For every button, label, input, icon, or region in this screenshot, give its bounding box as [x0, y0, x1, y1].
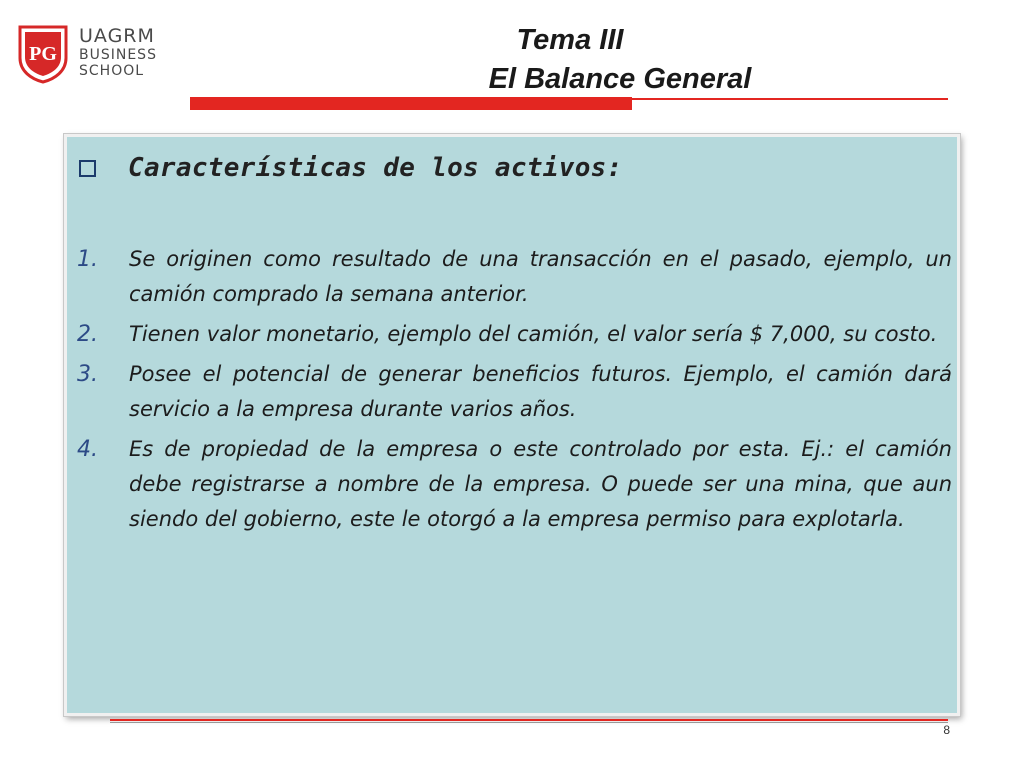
slide-title-line-2: El Balance General: [488, 63, 752, 95]
list-item: [77, 432, 952, 537]
uagrm-logo: [17, 24, 177, 88]
characteristics-list: [77, 242, 952, 542]
list-item-text: Posee el potencial de generar beneficios futuros. Ejemplo, el camión dará servicio a la empresa durante varios años.: [129, 362, 952, 421]
list-item-number: 3.: [77, 362, 98, 387]
logo-wordmark: [79, 26, 157, 79]
title-underline-thin: [632, 98, 948, 100]
list-item-text: Tienen valor monetario, ejemplo del camión, el valor sería $ 7,000, su costo.: [129, 322, 938, 346]
list-item-text: Es de propiedad de la empresa o este controlado por esta. Ej.: el camión debe registrarse a nombre de la empresa. O puede ser una mina, que aun siendo del gobierno, este le otorgó a la empresa permiso para explotarla.: [129, 437, 952, 531]
section-heading: Características de los activos:: [128, 153, 623, 183]
list-item: [77, 317, 952, 352]
page-number: 8: [943, 723, 950, 737]
list-item: [77, 357, 952, 427]
pg-shield-icon: [17, 24, 69, 84]
list-item-number: 2.: [77, 322, 98, 347]
logo-line-2: BUSINESS: [79, 47, 157, 63]
logo-line-3: SCHOOL: [79, 63, 145, 79]
list-item-number: 1.: [77, 247, 98, 272]
square-bullet-icon: [79, 160, 96, 177]
list-item-number: 4.: [77, 437, 98, 462]
footer-rule-grey: [110, 722, 948, 723]
slide-title-line-1: Tema III: [516, 24, 624, 56]
footer-rule-red: [110, 719, 948, 721]
logo-monogram: PG: [29, 43, 57, 65]
title-underline-thick: [190, 97, 632, 110]
content-panel: [64, 134, 960, 716]
list-item: [77, 242, 952, 312]
heading-row: [79, 153, 623, 183]
logo-line-1: UAGRM: [79, 25, 155, 47]
list-item-text: Se originen como resultado de una transacción en el pasado, ejemplo, un camión comprado la semana anterior.: [129, 247, 952, 306]
